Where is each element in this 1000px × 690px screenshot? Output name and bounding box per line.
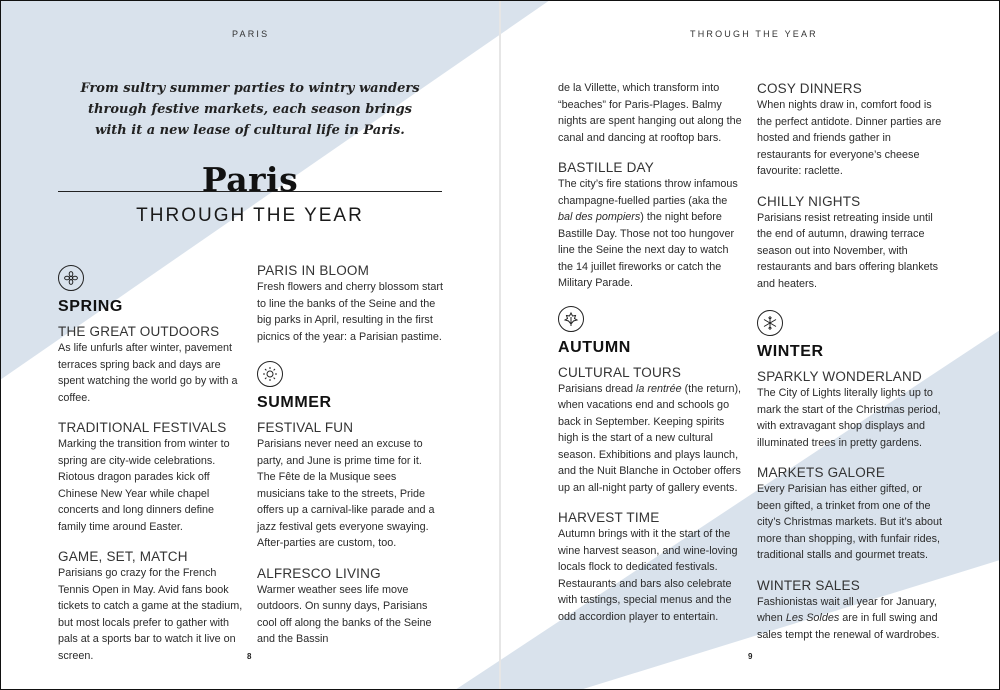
article-sparkly-wonderland (757, 368, 943, 451)
article-title: THE GREAT OUTDOORS (58, 324, 220, 339)
article-title: FESTIVAL FUN (257, 420, 354, 435)
article-festival-fun (257, 419, 443, 552)
article-alfresco-living (257, 565, 443, 648)
page-number-right: 9 (748, 652, 753, 661)
season-heading-spring: SPRING (58, 298, 123, 315)
article-title: BASTILLE DAY (558, 160, 654, 175)
article-cosy-dinners (757, 80, 943, 180)
article-body: Marking the transition from winter to spring are city-wide celebrations. Riotous dragon parades kick off Chinese New Year while chapel concerts and long dinners define family time around Easter. (58, 438, 230, 533)
winter-column (757, 80, 943, 656)
spring-column (58, 265, 244, 677)
article-body: Autumn brings with it the start of the wine harvest season, and wine-loving locals flock to dedicated festivals. Restaurants and bars also celebrate with tastings, special menus and the odd accordion player to entertain. (558, 528, 738, 623)
article-great-outdoors (58, 323, 244, 406)
article-traditional-festivals (58, 419, 244, 535)
season-heading-winter: WINTER (757, 343, 824, 360)
article-body: Every Parisian has either gifted, or been gifted, a trinket from one of the city’s Christmas markets. But it’s about more than shopping, with funfair rides, traditional stalls and gourmet treats. (757, 483, 943, 561)
article-bastille-day (558, 159, 744, 292)
summer-column (257, 262, 443, 661)
season-heading-summer: SUMMER (257, 394, 332, 411)
article-body: Fashionistas wait all year for January, when Les Soldes are in full swing and sales tempt the renewal of wardrobes. (757, 595, 940, 641)
book-spine (499, 0, 501, 690)
intro-paragraph: From sultry summer parties to wintry wanders through festive markets, each season brings with it a new lease of cultural life in Paris. (80, 81, 420, 138)
emphasis: Les Soldes (785, 612, 840, 624)
article-title: CULTURAL TOURS (558, 364, 682, 380)
article-title: MARKETS GALORE (757, 465, 886, 480)
article-cultural-tours (558, 364, 744, 497)
article-paris-in-bloom (257, 262, 443, 345)
article-markets-galore (757, 464, 943, 564)
article-body: Parisians resist retreating inside until the end of autumn, drawing terrace season out into November, with restaurants and bars offering blankets and heaters. (757, 211, 939, 290)
article-body: de la Villette, which transform into “beaches” for Paris-Plages. Balmy nights are spent hanging out along the canal and dancing at rooftop bars. (558, 82, 742, 144)
page-title (60, 160, 440, 200)
article-body: Warmer weather sees life move outdoors. On sunny days, Parisians cool off along the banks of the Seine and the Bassin (257, 583, 432, 645)
snowflake-icon (757, 310, 783, 336)
leaf-icon (558, 306, 584, 332)
running-head-right: THROUGH THE YEAR (690, 29, 818, 39)
article-title: SPARKLY WONDERLAND (757, 369, 922, 384)
article-title: PARIS IN BLOOM (257, 263, 370, 278)
article-title: GAME, SET, MATCH (58, 549, 188, 564)
article-body: When nights draw in, comfort food is the perfect antidote. Dinner parties are hosted and friends gather in restaurants for everyone’s cheese favourite: raclette. (757, 99, 942, 177)
flower-icon (58, 265, 84, 291)
article-title: HARVEST TIME (558, 510, 660, 525)
sun-icon (257, 361, 283, 387)
article-title: CHILLY NIGHTS (757, 193, 861, 209)
season-heading-autumn: AUTUMN (558, 338, 631, 356)
article-harvest-time (558, 509, 744, 625)
article-game-set-match (58, 548, 244, 664)
article-title: TRADITIONAL FESTIVALS (58, 420, 227, 435)
page-number-left: 8 (247, 652, 252, 661)
article-body: The city’s fire stations throw infamous champagne-fuelled parties (aka the bal des pompiers) the night before Bastille Day. Those not too hungover line the Seine the next day to watch the 14 juillet fireworks or catch the Military Parade. (558, 178, 738, 289)
emphasis: la rentrée (636, 382, 682, 395)
article-body: The City of Lights literally lights up to mark the start of the Christmas period, with extravagant shop displays and illuminated trees in pretty gardens. (757, 387, 941, 449)
article-title: WINTER SALES (757, 577, 860, 593)
article-body: Parisians go crazy for the French Tennis Open in May. Avid fans book tickets to catch a game at the stadium, but most locals prefer to gather with pals at a sports bar to watch it live on screen. (58, 567, 243, 662)
article-winter-sales (757, 577, 943, 644)
article-title: ALFRESCO LIVING (257, 565, 381, 581)
article-chilly-nights (757, 193, 943, 293)
page-title-text: Paris (201, 160, 299, 199)
page-subtitle: THROUGH THE YEAR (136, 205, 364, 226)
article-body: As life unfurls after winter, pavement terraces spring back and days are spent watching the world go by with a coffee. (58, 342, 238, 404)
article-body: Fresh flowers and cherry blossom start to line the banks of the Seine and the big parks in April, resulting in the first picnics of the year: a Parisian pastime. (257, 281, 444, 343)
autumn-column (558, 80, 744, 638)
article-body: Parisians dread la rentrée (the return), when vacations end and schools go back in September. Keeping spirits high is the start of a new cultural season. Exhibitions and plays launch, and the Nuit Blanche in October offers up an all-night party of gallery events. (558, 382, 742, 494)
running-head-left: PARIS (232, 29, 270, 39)
article-body: Parisians never need an excuse to party, and June is prime time for it. The Fête de la Musique sees musicians take to the streets, Pride offers up a carnival-like parade and a jazz festival gets everyone swaying. After-parties are custom, too. (257, 438, 435, 549)
article-title: COSY DINNERS (757, 81, 862, 96)
article-alfresco-living-continued (558, 80, 744, 146)
emphasis: bal des pompiers (558, 211, 641, 223)
